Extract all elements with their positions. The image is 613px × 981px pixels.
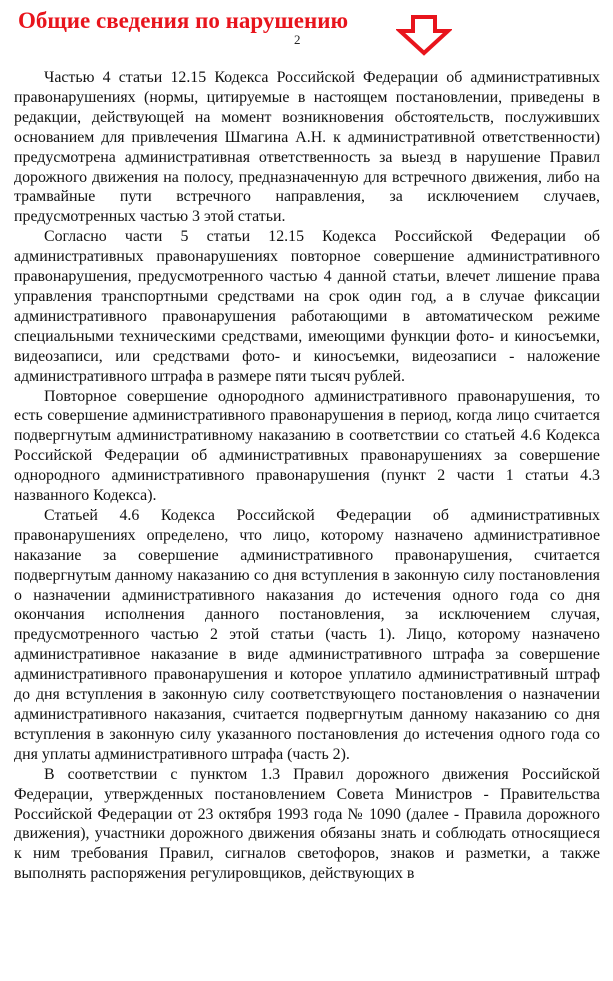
paragraph-4: Статьей 4.6 Кодекса Российской Федерации об административных правонарушениях определено, что лицо, которому назначено административное наказание за совершение административного правонарушения, считается подвергнутым данному наказанию со дня вступления в законную силу постановления о назначении административного наказания до истечения одного года со дня окончания исполнения данного постановления, за исключением случая, предусмотренного частью 2 этой статьи (часть 1). Лицо, которому назначено административное наказание в виде административного штрафа за совершение административного правонарушения и которое уплатило административный штраф до дня вступления в законную силу соответствующего постановления о назначении административного наказания, считается подвергнутым данному наказанию со дня вступления в законную силу указанного постановления до истечения одного года со дня уплаты административного штрафа (часть 2). (14, 506, 600, 763)
page-number: 2 (294, 32, 301, 47)
document-body (14, 68, 600, 884)
paragraph-1: Частью 4 статьи 12.15 Кодекса Российской Федерации об административных правонарушениях (нормы, цитируемые в настоящем постановлении, приведены в редакции, действующей на момент возникновения обстоятельств, послуживших основанием для привлечения Шмагина А.Н. к административной ответственности) предусмотрена административная ответственность за выезд в нарушение Правил дорожного движения на полосу, предназначенную для встречного движения, либо на трамвайные пути встречного направления, за исключением случаев, предусмотренных частью 3 этой статьи. (14, 69, 600, 226)
arrow-down-icon (396, 14, 452, 56)
paragraph-2: Согласно части 5 статьи 12.15 Кодекса Российской Федерации об административных правонарушениях повторное совершение административного правонарушения, предусмотренного частью 4 данной статьи, влечет лишение права управления транспортными средствами на срок один год, а в случае фиксации административного правонарушения работающими в автоматическом режиме специальными техническими средствами, имеющими функции фото- и киносъемки, видеозаписи, или средствами фото- и киносъемки, видеозаписи - наложение административного штрафа в размере пяти тысяч рублей. (14, 228, 600, 385)
page-title: Общие сведения по нарушению (18, 8, 349, 33)
paragraph-3: Повторное совершение однородного административного правонарушения, то есть совершение административного правонарушения в период, когда лицо считается подвергнутым административному наказанию в соответствии со статьей 4.6 Кодекса Российской Федерации об административных правонарушениях за совершение однородного административного правонарушения (пункт 2 части 1 статьи 4.3 названного Кодекса). (14, 387, 600, 505)
paragraph-5: В соответствии с пунктом 1.3 Правил дорожного движения Российской Федерации, утвержденных постановлением Совета Министров - Правительства Российской Федерации от 23 октября 1993 года № 1090 (далее - Правила дорожного движения), участники дорожного движения обязаны знать и соблюдать относящиеся к ним требования Правил, сигналов светофоров, знаков и разметки, а также выполнять распоряжения регулировщиков, действующих в (14, 765, 600, 883)
